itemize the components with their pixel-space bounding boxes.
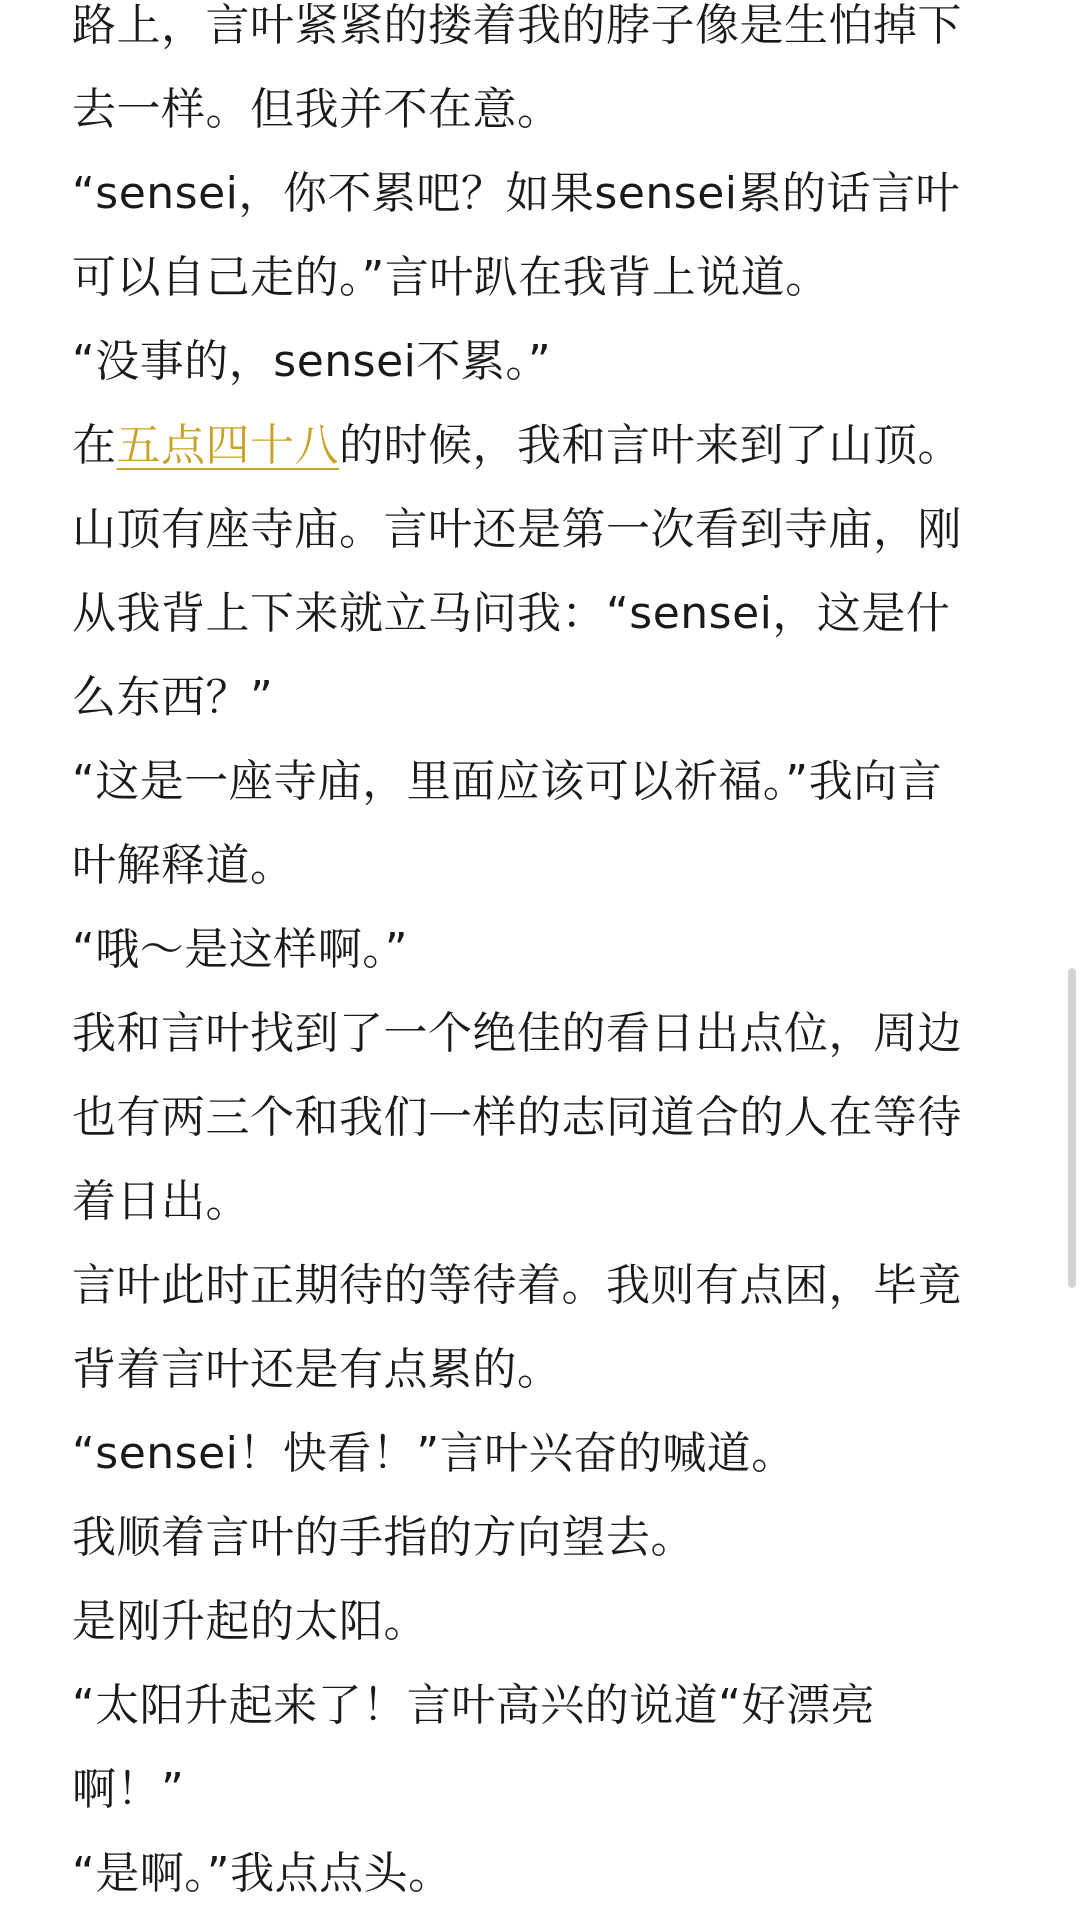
paragraph-line: 着日出。 — [72, 1176, 250, 1227]
paragraph-line: “sensei！快看！”言叶兴奋的喊道。 — [72, 1428, 796, 1479]
article-body — [72, 0, 1012, 1916]
paragraph-line: 叶解释道。 — [72, 840, 295, 891]
line-prefix: 在 — [72, 420, 117, 471]
paragraph-line: 路上，言叶紧紧的搂着我的脖子像是生怕掉下 — [72, 0, 962, 51]
vertical-scrollbar-thumb[interactable] — [1068, 968, 1076, 1288]
paragraph-line: “是啊。”我点点头。 — [72, 1848, 453, 1899]
paragraph-line: 山顶有座寺庙。言叶还是第一次看到寺庙，刚 — [72, 504, 962, 555]
paragraph-line: “这是一座寺庙，里面应该可以祈福。”我向言 — [72, 756, 943, 807]
paragraph-line: 从我背上下来就立马问我：“sensei，这是什 — [72, 588, 951, 639]
paragraph-line: 啊！” — [72, 1764, 185, 1815]
highlighted-time-link[interactable]: 五点四十八 — [116, 420, 339, 471]
paragraph-line: 是刚升起的太阳。 — [72, 1596, 428, 1647]
paragraph-line: 言叶此时正期待的等待着。我则有点困，毕竟 — [72, 1260, 962, 1311]
paragraph-line: 也有两三个和我们一样的志同道合的人在等待 — [72, 1092, 962, 1143]
paragraph-line: “哦～是这样啊。” — [72, 924, 409, 975]
line-suffix: 的时候，我和言叶来到了山顶。 — [339, 420, 962, 471]
paragraph-line: 去一样。但我并不在意。 — [72, 84, 562, 135]
paragraph-line: 我顺着言叶的手指的方向望去。 — [72, 1512, 695, 1563]
paragraph-line-with-link — [72, 404, 1012, 488]
paragraph-line: 可以自己走的。”言叶趴在我背上说道。 — [72, 252, 830, 303]
paragraph-line: 背着言叶还是有点累的。 — [72, 1344, 562, 1395]
paragraph-line: “没事的，sensei不累。” — [72, 336, 552, 387]
paragraph-line: 么东西？” — [72, 672, 274, 723]
paragraph-line: “sensei，你不累吧？如果sensei累的话言叶 — [72, 168, 960, 219]
paragraph-line: “太阳升起来了！言叶高兴的说道“好漂亮 — [72, 1680, 876, 1731]
paragraph-line: 我和言叶找到了一个绝佳的看日出点位，周边 — [72, 1008, 962, 1059]
